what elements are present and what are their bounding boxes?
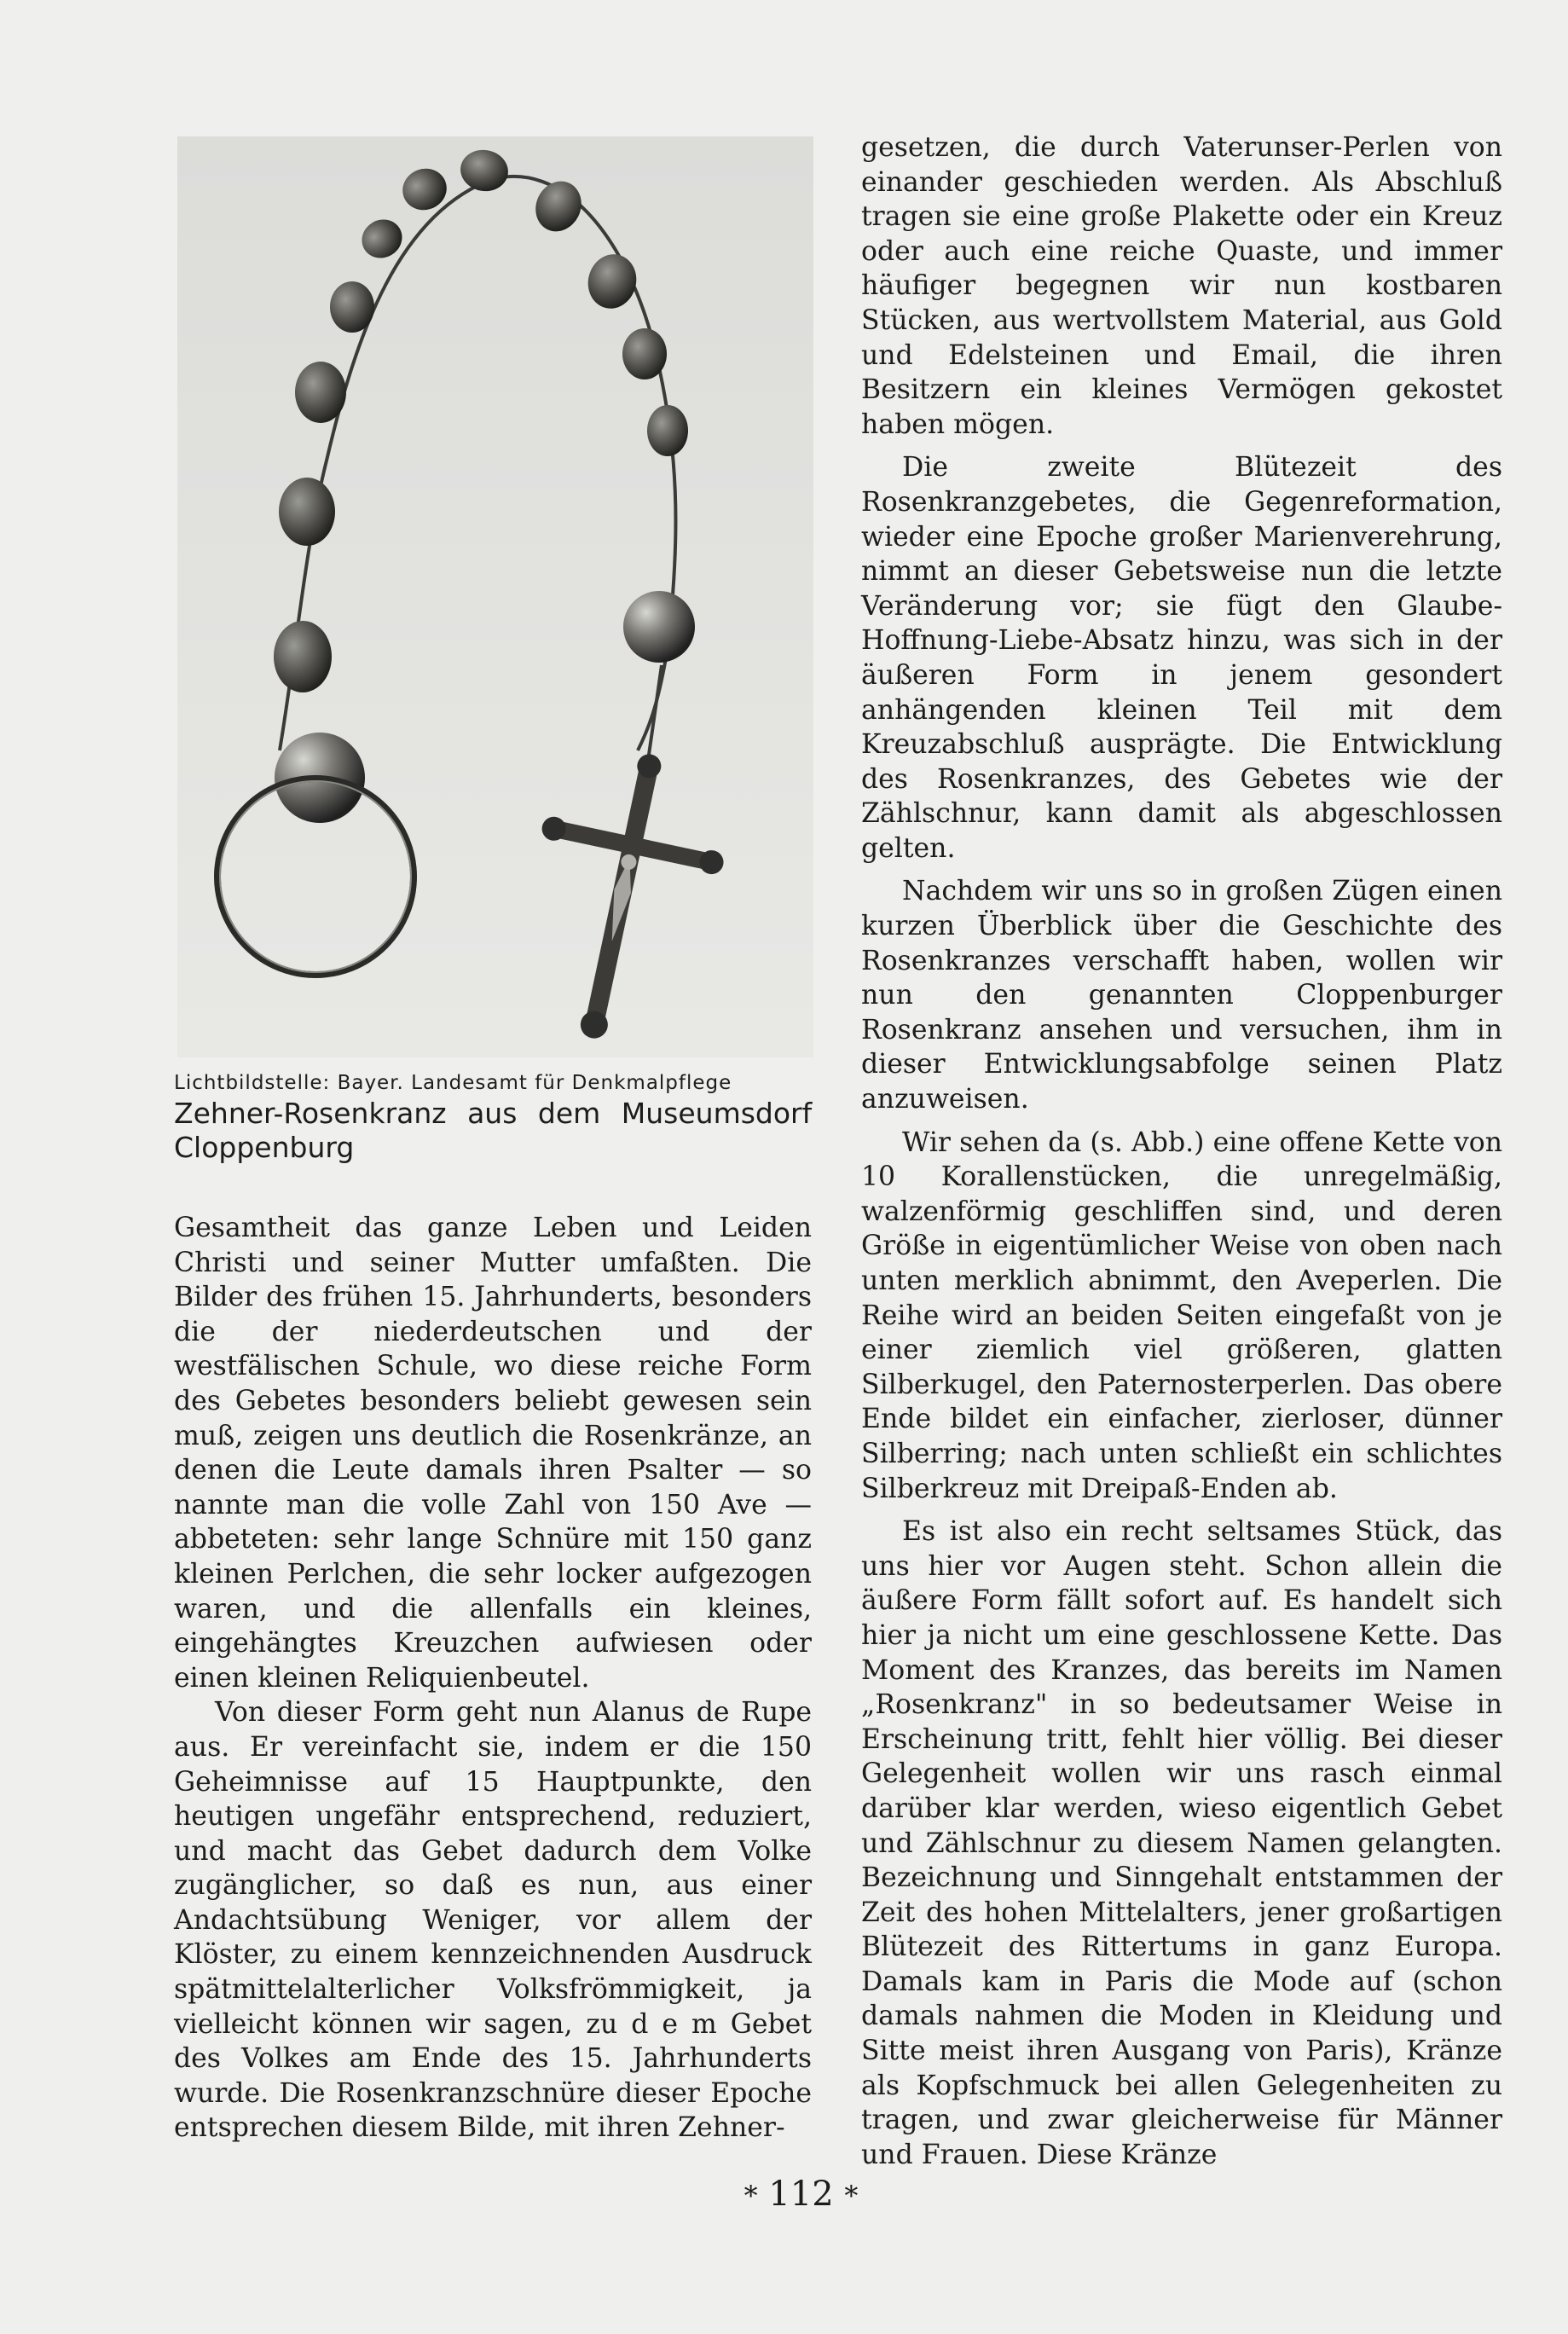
paragraph: Wir sehen da (s. Abb.) eine offene Kette von 10 Korallenstücken, die unregelmäßig, walzenförmig geschliffen sind, und deren Größe in eigentümlicher Weise von oben nach unten merklich abnimmt, den Aveperlen. Die Reihe wird an beiden Seiten eingefaßt von je einer ziemlich viel größeren, glatten Silberkugel, den Paternosterperlen. Das obere Ende bildet ein einfacher, zierloser, dünner Silberring; nach unten schließt ein schlichtes Silberkreuz mit Dreipaß-Enden ab. [861,1126,1502,1504]
paragraph: Die zweite Blütezeit des Rosenkranzgebetes, die Gegenreformation, wieder eine Epoche großer Marienverehrung, nimmt an dieser Gebetsweise nun die letzte Veränderung vor; sie fügt den Glaube-Hoffnung-Liebe-Absatz hinzu, was sich in der äußeren Form in jenem gesondert anhängenden kleinen Teil mit dem Kreuzabschluß ausprägte. Die Entwicklung des Rosenkranzes, des Gebetes wie der Zählschnur, kann damit als abgeschlossen gelten. [861,452,1502,864]
paragraph: Nachdem wir uns so in großen Zügen einen kurzen Überblick über die Geschichte des Rosenkranzes verschafft haben, wollen wir nun den genannten Cloppenburger Rosenkranz ansehen und versuchen, ihm in dieser Entwicklungsabfolge seinen Platz anzuweisen. [861,876,1502,1115]
left-column [174,1211,812,2146]
paragraph: Es ist also ein recht seltsames Stück, das uns hier vor Augen steht. Schon allein die äußere Form fällt sofort auf. Es handelt sich hier ja nicht um eine geschlossene Kette. Das Moment des Kranzes, das bereits im Namen „Rosenkranz" in so bedeutsamer Weise in Erscheinung tritt, fehlt hier völlig. Bei dieser Gelegenheit wollen wir uns rasch einmal darüber klar werden, wieso eigentlich Gebet und Zählschnur zu diesem Namen gelangten. Bezeichnung und Sinngehalt entstammen der Zeit des hohen Mittelalters, jener großartigen Blütezeit des Rittertums in ganz Europa. Damals kam in Paris die Mode auf (schon damals nahmen die Moden in Kleidung und Sitte meist ihren Ausgang von Paris), Kränze als Kopfschmuck bei allen Gelegenheiten zu tragen, und zwar gleicherweise für Männer und Frauen. Diese Kränze [861,1516,1502,2170]
rosary-photograph [177,136,813,1057]
figure-title: Zehner-Rosenkranz aus dem Museumsdorf Cloppenburg [174,1097,813,1164]
paragraph: gesetzen, die durch Vaterunser-Perlen von einander geschieden werden. Als Abschluß tragen sie eine große Plakette oder ein Kreuz oder auch eine reiche Quaste, und immer häufiger begegnen wir nun kostbaren Stücken, aus wertvollstem Material, aus Gold und Edelsteinen und Email, die ihren Besitzern ein kleines Vermögen gekostet haben mögen. [861,132,1502,440]
figure-caption [174,1069,822,1165]
ornament-star-right: * [844,2180,859,2212]
paragraph: Gesamtheit das ganze Leben und Leiden Christi und seiner Mutter umfaßten. Die Bilder des frühen 15. Jahrhunderts, besonders die der niederdeutschen und der westfälischen Schule, wo diese reiche Form des Gebetes besonders beliebt gewesen sein muß, zeigen uns deutlich die Rosenkränze, an denen die Leute damals ihren Psalter — so nannte man die volle Zahl von 150 Ave — abbeteten: sehr lange Schnüre mit 150 ganz kleinen Perlchen, die sehr locker aufgezogen waren, und die allenfalls ein kleines, eingehängtes Kreuzchen aufwiesen oder einen kleinen Reliquienbeutel. [174,1213,812,1694]
paragraph: Von dieser Form geht nun Alanus de Rupe aus. Er vereinfacht sie, indem er die 150 Geheimnisse auf 15 Hauptpunkte, den heutigen ungefähr entsprechend, reduziert, und macht das Gebet dadurch dem Volke zugänglicher, so daß es nun, aus einer Andachtsübung Weniger, vor allem der Klöster, zu einem kennzeichnenden Ausdruck spätmittelalterlicher Volksfrömmigkeit, ja vielleicht können wir sagen, zu d e m Gebet des Volkes am Ende des 15. Jahrhunderts wurde. Die Rosenkranzschnüre dieser Epoche entsprechen diesem Bilde, mit ihren Zehner- [174,1697,812,2144]
ornament-star-left: * [743,2180,758,2212]
right-column [861,130,1502,2172]
page-number [0,2175,1568,2214]
page-number-value: 112 [768,2175,834,2214]
photo-credit: Lichtbildstelle: Bayer. Landesamt für Denkmalpflege [174,1072,732,1094]
